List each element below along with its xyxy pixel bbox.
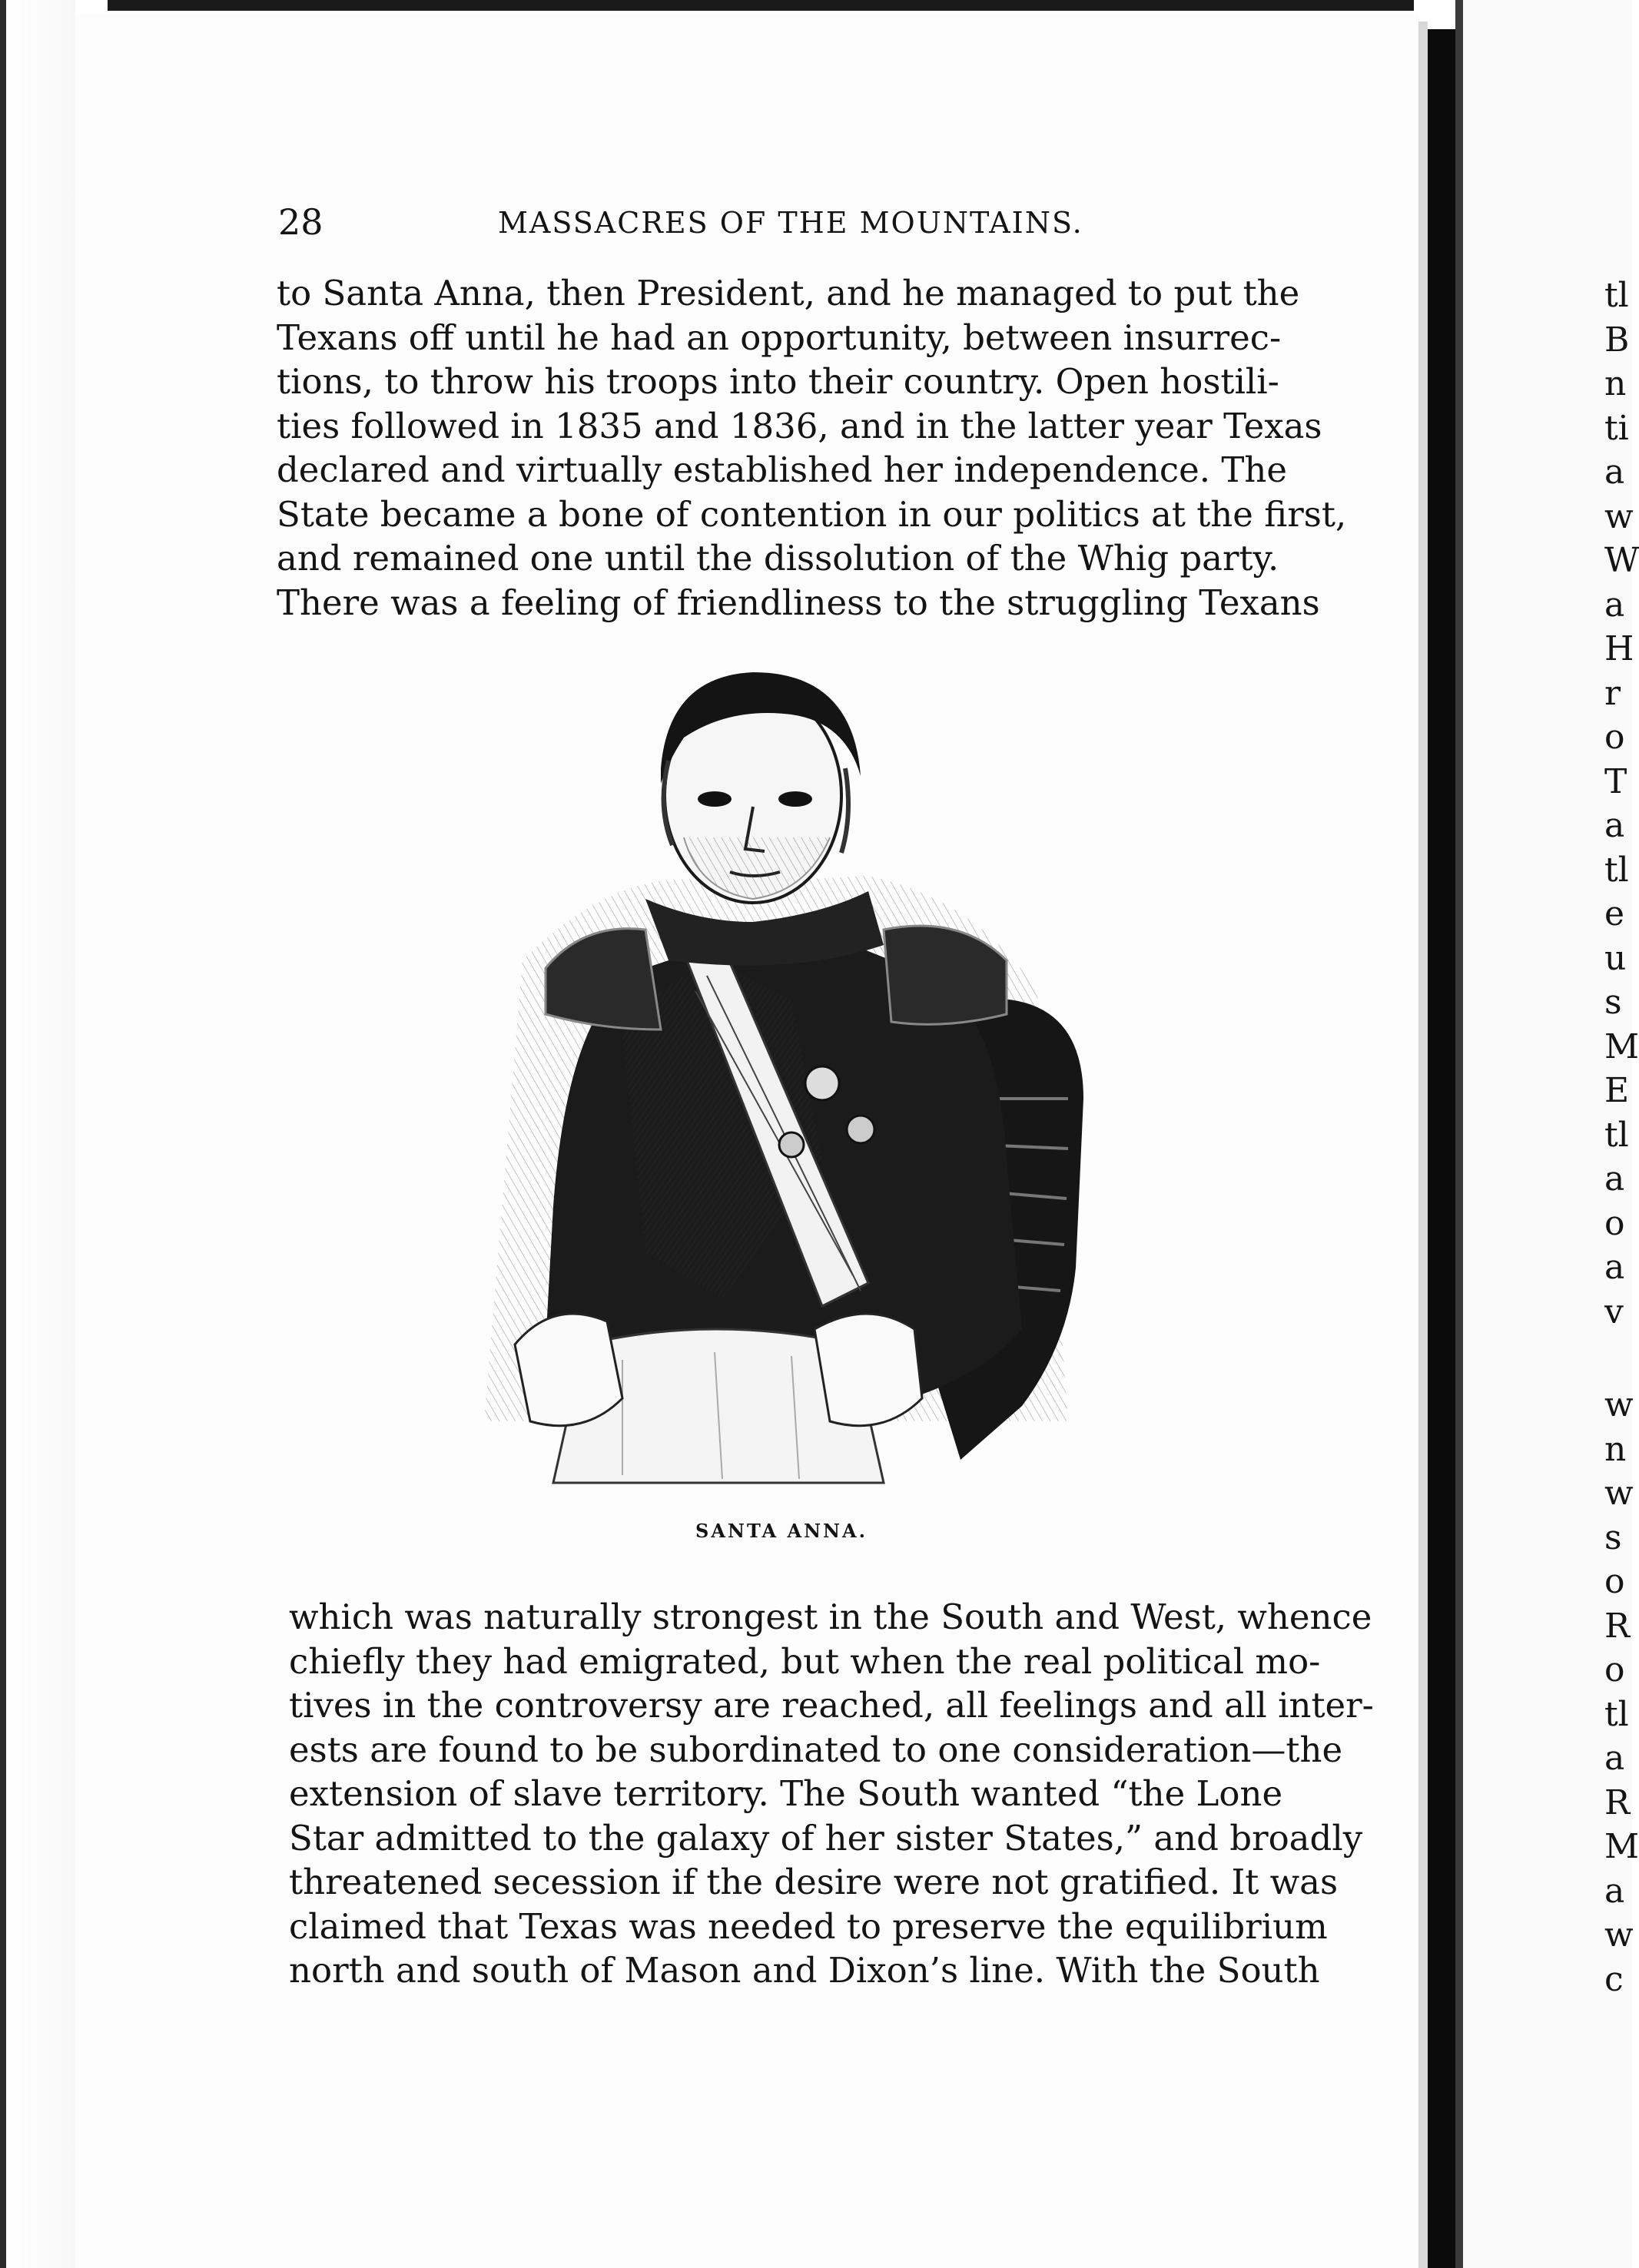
- adjacent-text-fragment: s: [1604, 983, 1622, 1022]
- text-line: Texans off until he had an opportunity, between insurrec-: [277, 317, 1282, 358]
- text-line: tions, to throw his troops into their country. Open hostili-: [277, 361, 1279, 402]
- adjacent-text-fragment: a: [1604, 1159, 1625, 1199]
- adjacent-text-fragment: T: [1604, 761, 1627, 801]
- adjacent-text-fragment: M: [1604, 1827, 1639, 1866]
- text-line: tives in the controversy are reached, all feelings and all inter-: [289, 1685, 1374, 1726]
- adjacent-text-fragment: a: [1604, 453, 1625, 492]
- text-line: to Santa Anna, then President, and he managed to put the: [277, 273, 1300, 313]
- adjacent-text-fragment: H: [1604, 629, 1634, 668]
- page-number: 28: [278, 201, 323, 243]
- scan-edge: [0, 0, 6, 2268]
- adjacent-text-fragment: M: [1604, 1026, 1639, 1066]
- book-gutter: [1428, 29, 1455, 2268]
- text-line: ties followed in 1835 and 1836, and in the latter year Texas: [277, 405, 1322, 446]
- text-line: threatened secession if the desire were not gratified. It was: [289, 1862, 1339, 1902]
- adjacent-text-fragment: a: [1604, 1871, 1625, 1911]
- gutter-edge: [1455, 0, 1463, 2268]
- adjacent-text-fragment: s: [1604, 1517, 1622, 1557]
- adjacent-text-fragment: tl: [1604, 1115, 1629, 1155]
- adjacent-text-fragment: v: [1604, 1292, 1624, 1331]
- running-title: MASSACRES OF THE MOUNTAINS.: [498, 206, 1083, 240]
- adjacent-text-fragment: a: [1604, 585, 1625, 625]
- adjacent-text-fragment: n: [1604, 1429, 1627, 1469]
- adjacent-text-fragment: w: [1604, 496, 1634, 536]
- text-line: ests are found to be subordinated to one consideration—the: [289, 1729, 1343, 1770]
- text-line: and remained one until the dissolution of the Whig party.: [277, 538, 1279, 579]
- adjacent-text-fragment: r: [1604, 673, 1621, 713]
- text-line: which was naturally strongest in the South and West, whence: [289, 1597, 1372, 1637]
- adjacent-text-fragment: R: [1604, 1606, 1631, 1646]
- portrait-engraving: [392, 668, 1160, 1514]
- adjacent-text-fragment: o: [1604, 718, 1625, 757]
- adjacent-text-fragment: tl: [1604, 276, 1629, 315]
- adjacent-text-fragment: a: [1604, 806, 1625, 845]
- adjacent-text-fragment: w: [1604, 1915, 1634, 1955]
- adjacent-text-fragment: o: [1604, 1203, 1625, 1243]
- caption-text: SANTA ANNA.: [695, 1520, 868, 1542]
- adjacent-text-fragment: c: [1604, 1959, 1624, 1999]
- text-line: chiefly they had emigrated, but when the real political mo-: [289, 1640, 1321, 1682]
- adjacent-text-fragment: tl: [1604, 850, 1629, 890]
- page-margin: [6, 0, 75, 2268]
- text-line: north and south of Mason and Dixon’s line. With the South: [289, 1950, 1320, 1991]
- scan-edge-top: [108, 0, 1414, 11]
- adjacent-text-fragment: w: [1604, 1474, 1634, 1513]
- text-line: claimed that Texas was needed to preserve the equilibrium: [289, 1905, 1328, 1947]
- adjacent-text-fragment: n: [1604, 364, 1627, 403]
- bottom-paragraph: [289, 1595, 1374, 1993]
- adjacent-text-fragment: W: [1604, 541, 1639, 580]
- text-line: There was a feeling of friendliness to the struggling Texans: [277, 582, 1320, 623]
- adjacent-text-fragment: a: [1604, 1248, 1625, 1287]
- adjacent-text-fragment: a: [1604, 1739, 1625, 1778]
- adjacent-text-fragment: B: [1604, 320, 1630, 360]
- adjacent-text-fragment: w: [1604, 1385, 1634, 1424]
- adjacent-text-fragment: e: [1604, 894, 1625, 933]
- gutter-shadow: [1418, 22, 1428, 2268]
- adjacent-text-fragment: o: [1604, 1650, 1625, 1689]
- text-line: extension of slave territory. The South wanted “the Lone: [289, 1773, 1283, 1814]
- adjacent-text-fragment: o: [1604, 1562, 1625, 1601]
- text-line: State became a bone of contention in our politics at the first,: [277, 493, 1347, 535]
- adjacent-text-fragment: E: [1604, 1071, 1630, 1110]
- adjacent-text-fragment: R: [1604, 1782, 1631, 1822]
- text-line: declared and virtually established her independence. The: [277, 449, 1287, 490]
- adjacent-text-fragment: ti: [1604, 408, 1629, 448]
- top-paragraph: [277, 271, 1347, 625]
- adjacent-text-fragment: u: [1604, 938, 1627, 978]
- adjacent-text-fragment: tl: [1604, 1694, 1629, 1734]
- text-line: Star admitted to the galaxy of her sister States,” and broadly: [289, 1817, 1363, 1858]
- illustration-caption: [0, 1520, 1632, 1542]
